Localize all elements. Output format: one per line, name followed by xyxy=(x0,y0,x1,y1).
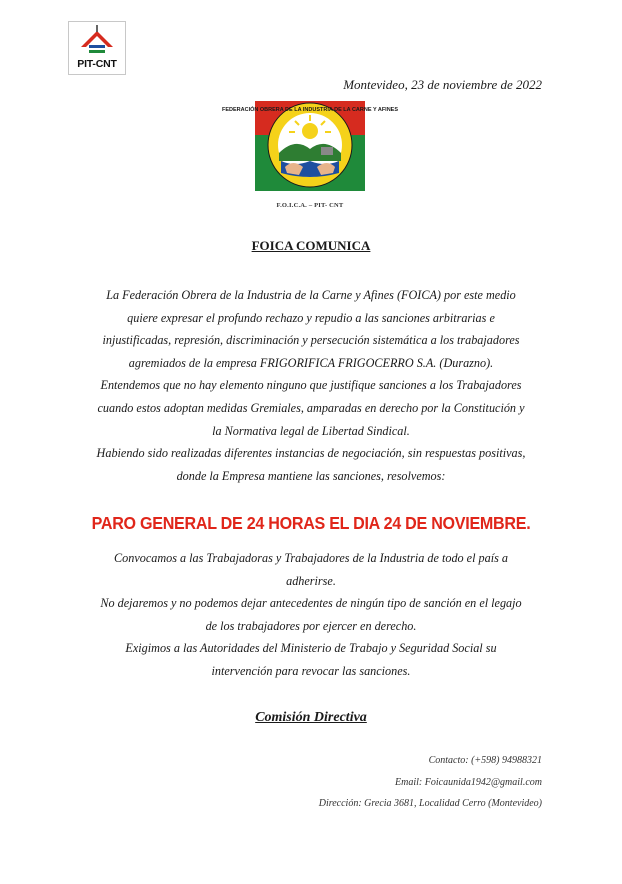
contact-address: Dirección: Grecia 3681, Localidad Cerro (Montevideo) xyxy=(318,798,542,809)
foica-logo xyxy=(221,101,399,209)
intro-line: injustificadas, represión, discriminación y persecución sistemática a los trabajadores xyxy=(102,333,520,348)
closing-line: adherirse. xyxy=(286,573,336,588)
closing-line: Exigimos a las Autoridades del Ministerio de Trabajo y Seguridad Social su xyxy=(125,641,497,656)
pit-cnt-label: PIT-CNT xyxy=(77,58,117,70)
foica-emblem-icon xyxy=(221,101,399,199)
intro-line: cuando estos adoptan medidas Gremiales, amparadas en derecho por la Constitución y xyxy=(97,400,525,415)
closing-paragraph xyxy=(58,547,564,683)
intro-line: quiere expresar el profundo rechazo y repudio a las sanciones arbitrarias e xyxy=(127,310,495,325)
intro-line: donde la Empresa mantiene las sanciones, resolvemos: xyxy=(176,468,446,483)
strike-headline: PARO GENERAL DE 24 HORAS EL DIA 24 DE NOVIEMBRE. xyxy=(91,513,531,533)
foica-ring-text: FEDERACIÓN OBRERA DE LA INDUSTRIA DE LA CARNE Y AFINES xyxy=(221,107,399,113)
document-title: FOICA COMUNICA xyxy=(251,238,371,253)
contact-email: Email: Foicaunida1942@gmail.com xyxy=(395,777,542,788)
closing-line: intervención para revocar las sanciones. xyxy=(211,663,411,678)
closing-line: de los trabajadores por ejercer en derecho. xyxy=(205,618,417,633)
closing-line: Convocamos a las Trabajadoras y Trabajadores de la Industria de todo el país a xyxy=(114,551,508,565)
intro-line: La Federación Obrera de la Industria de la Carne y Afines (FOICA) por este medio xyxy=(106,288,516,302)
contact-phone: Contacto: (+598) 94988321 xyxy=(428,755,542,766)
document-date: Montevideo, 23 de noviembre de 2022 xyxy=(343,77,542,92)
intro-line: agremiados de la empresa FRIGORIFICA FRIGOCERRO S.A. (Durazno). xyxy=(128,355,494,370)
intro-line: Habiendo sido realizadas diferentes instancias de negociación, sin respuestas positivas, xyxy=(96,446,526,461)
pit-cnt-emblem-icon xyxy=(77,25,117,59)
pit-cnt-logo xyxy=(68,21,126,75)
closing-line: No dejaremos y no podemos dejar antecedentes de ningún tipo de sanción en el legajo xyxy=(100,596,522,611)
intro-line: Entendemos que no hay elemento ninguno que justifique sanciones a los Trabajadores xyxy=(100,378,522,393)
signature: Comisión Directiva xyxy=(255,710,367,725)
foica-caption: F.O.I.C.A. – PIT- CNT xyxy=(276,202,344,209)
intro-paragraph xyxy=(58,284,564,487)
intro-line: la Normativa legal de Libertad Sindical. xyxy=(212,423,410,438)
